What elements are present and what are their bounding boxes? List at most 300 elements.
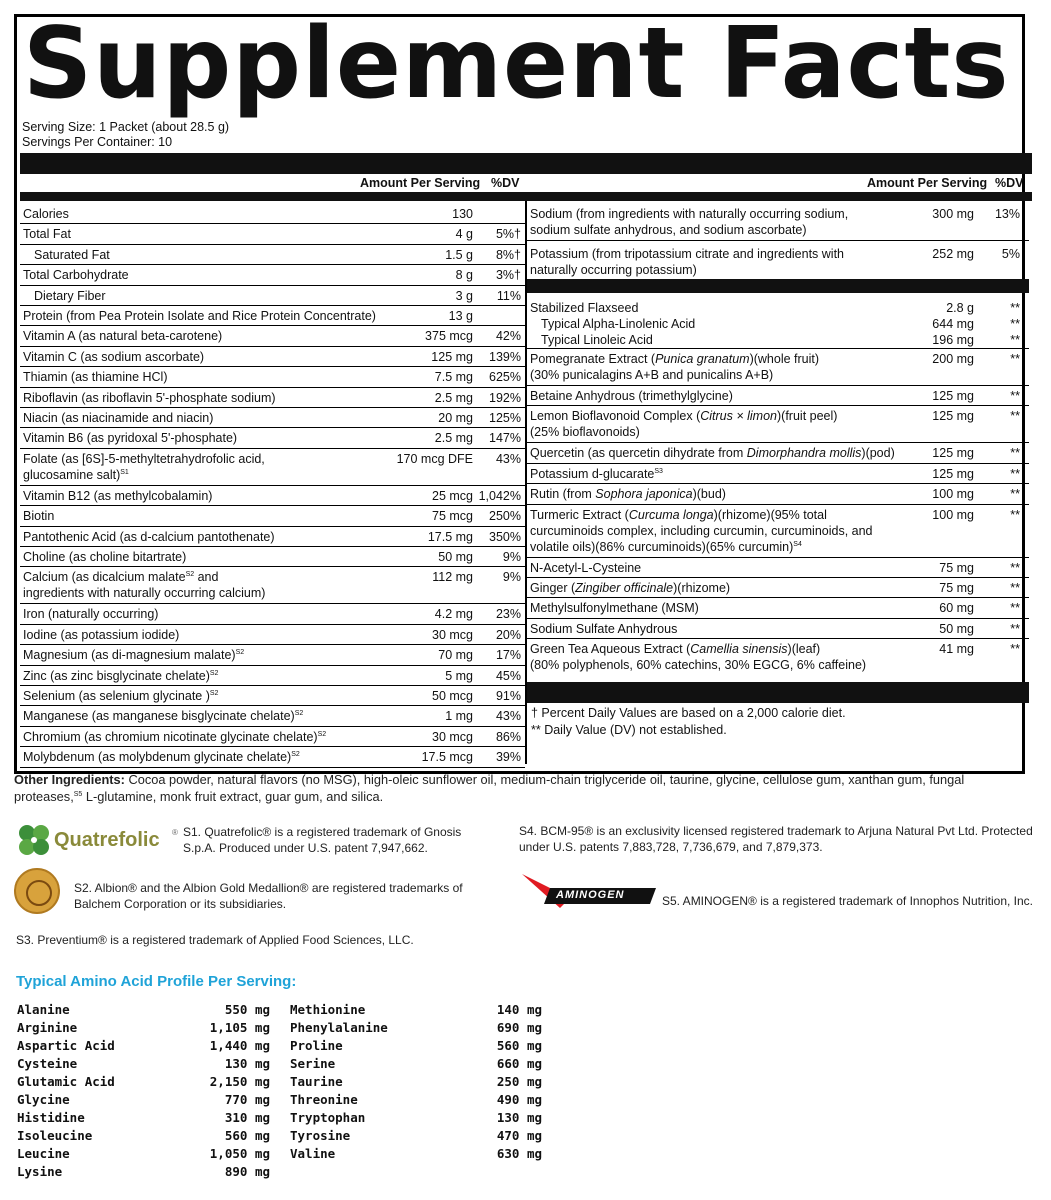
daily-value: 43%	[495, 709, 521, 724]
footnote-ref: S2	[291, 751, 300, 759]
daily-value: 350%	[489, 529, 521, 544]
nutrient-row	[527, 244, 1029, 281]
amino-acid-name: Phenylalanine	[290, 1020, 388, 1035]
nutrient-name	[23, 410, 213, 426]
nutrient-row	[20, 388, 525, 408]
amount-per-serving: 50 mcg	[432, 689, 473, 703]
daily-value: 39%	[495, 750, 521, 765]
amount-per-serving: 50 mg	[438, 550, 473, 564]
amount-per-serving: 196 mg	[932, 333, 974, 347]
amino-acid-name: Glutamic Acid	[17, 1074, 115, 1089]
botanical-name: Camellia sinensis	[690, 642, 788, 657]
footnote-ref: S2	[209, 669, 219, 677]
nutrient-row	[20, 204, 525, 224]
amount-per-serving: 170 mcg DFE	[396, 451, 473, 466]
nutrient-name-text: Saturated Fat	[34, 247, 110, 262]
nutrient-name	[530, 507, 873, 555]
amount-per-serving: 13 g	[448, 309, 473, 323]
nutrient-name	[23, 606, 158, 622]
nutrient-name-line2: ingredients with naturally occurring calcium)	[23, 586, 266, 601]
nutrient-row	[20, 367, 525, 387]
nutrient-row	[20, 347, 525, 367]
amino-acid-amount: 630 mg	[496, 1146, 542, 1161]
nutrient-row	[527, 598, 1029, 618]
nutrient-name-line2: curcuminoids complex, including curcumin, curcuminoids, and	[530, 523, 873, 538]
daily-value: 91%	[495, 689, 521, 703]
amount-per-serving: 60 mg	[939, 601, 974, 616]
nutrient-name-text: Vitamin B12 (as methylcobalamin)	[23, 488, 213, 503]
nutrient-name-text: )(whole fruit)	[749, 352, 820, 366]
amino-acid-amount: 560 mg	[496, 1038, 542, 1053]
nutrient-row	[20, 747, 525, 767]
nutrient-name	[23, 488, 212, 504]
nutrient-row	[527, 484, 1029, 504]
footnote-ref: S1	[120, 468, 129, 476]
nutrient-name-text: Thiamin (as thiamine HCl)	[23, 370, 168, 385]
footnote-ref: S2	[185, 571, 195, 579]
nutrient-row	[20, 547, 525, 567]
nutrient-name-text: Riboflavin (as riboflavin 5'-phosphate sodium)	[23, 390, 276, 405]
amount-per-serving: 5 mg	[445, 668, 473, 683]
albion-medallion-logo	[14, 868, 60, 914]
nutrient-name-line2: glucosamine salt)	[23, 467, 121, 482]
amount-per-serving: 20 mg	[438, 411, 473, 425]
nutrient-row	[20, 265, 525, 285]
amino-acid-amount: 1,105 mg	[209, 1020, 270, 1035]
supplement-facts-panel	[14, 7, 1025, 774]
amount-per-serving: 41 mg	[939, 642, 974, 657]
daily-value: 1,042%	[478, 488, 521, 503]
footnote-ref: S4	[793, 540, 802, 548]
amino-acid-amount: 1,440 mg	[209, 1038, 270, 1053]
nutrient-name-text: Potassium (from tripotassium citrate and ingredients with	[530, 247, 845, 261]
amino-acid-name: Serine	[290, 1056, 336, 1071]
header-thick-rule	[20, 192, 1032, 201]
daily-value: **	[1010, 446, 1020, 461]
amino-acid-name: Proline	[290, 1038, 343, 1053]
nutrient-row	[20, 224, 525, 244]
nutrient-name	[23, 708, 303, 724]
nutrient-name	[23, 668, 218, 684]
nutrient-row	[527, 505, 1029, 558]
amount-per-serving: 125 mg	[932, 446, 974, 461]
nutrient-name-text: and	[194, 570, 219, 585]
nutrient-name	[23, 267, 129, 283]
nutrient-row	[20, 245, 525, 265]
nutrient-name	[23, 508, 54, 524]
header-bar	[20, 153, 1032, 174]
nutrient-name-text: Iodine (as potassium iodide)	[23, 627, 180, 642]
amino-acid-name: Taurine	[290, 1074, 343, 1089]
daily-value: **	[1010, 333, 1020, 347]
nutrient-name-text: Rutin (from	[530, 487, 596, 502]
daily-value: 8%†	[495, 247, 521, 262]
servings-per-container: Servings Per Container: 10	[22, 135, 173, 149]
nutrient-name-text: )(pod)	[861, 446, 895, 461]
amino-acid-name: Isoleucine	[17, 1128, 93, 1143]
nutrient-name	[23, 390, 276, 406]
daily-value: 3%†	[495, 268, 521, 283]
nutrient-row	[527, 578, 1029, 598]
amount-per-serving: 112 mg	[432, 570, 473, 585]
quatrefolic-wordmark: Quatrefolic	[54, 829, 160, 851]
amino-acid-amount: 490 mg	[496, 1092, 542, 1107]
left-dv-header: %DV	[491, 176, 520, 190]
nutrient-name	[530, 621, 677, 637]
daily-value: 9%	[502, 550, 521, 564]
nutrient-row	[20, 625, 525, 645]
daily-value: **	[1010, 507, 1020, 522]
trademark-s3: S3. Preventium® is a registered trademark of Applied Food Sciences, LLC.	[16, 933, 414, 947]
daily-value: **	[1010, 317, 1020, 331]
flaxseed-name: Stabilized Flaxseed	[530, 301, 639, 315]
daily-value: **	[1010, 389, 1020, 403]
nutrient-row	[527, 464, 1029, 484]
daily-value: 5%†	[495, 227, 521, 242]
nutrient-name	[23, 308, 376, 324]
nutrient-name	[23, 647, 244, 663]
botanical-name: Dimorphandra mollis	[746, 446, 862, 461]
amino-acid-name: Valine	[290, 1146, 336, 1161]
nutrient-name-text: Choline (as choline bitartrate)	[23, 550, 187, 564]
nutrient-name-text: Calcium (as dicalcium malate	[23, 570, 186, 585]
daily-value: 20%	[495, 627, 521, 642]
daily-value: **	[1010, 642, 1020, 657]
nutrient-name-text: Green Tea Aqueous Extract (	[530, 642, 691, 657]
right-amount-header: Amount Per Serving	[867, 176, 988, 190]
botanical-name: Citrus × limon	[700, 409, 777, 424]
footnote-ref: S2	[294, 710, 304, 718]
nutrient-name	[23, 328, 222, 344]
amino-acid-name: Leucine	[17, 1146, 70, 1161]
nutrient-name	[23, 369, 167, 385]
nutrient-row	[527, 406, 1029, 443]
daily-value: **	[1010, 560, 1020, 575]
amino-acid-name: Aspartic Acid	[17, 1038, 115, 1053]
nutrient-name	[23, 627, 179, 643]
daily-value: 9%	[502, 570, 521, 585]
botanical-name: Punica granatum	[655, 352, 750, 366]
nutrient-name-text: Total Fat	[23, 227, 71, 242]
amount-per-serving: 8 g	[455, 268, 473, 283]
nutrient-name	[23, 349, 204, 365]
nutrient-row	[20, 306, 525, 326]
daily-value: 23%	[495, 607, 521, 622]
nutrient-name	[530, 206, 848, 238]
amino-acid-name: Alanine	[17, 1002, 70, 1017]
amino-acid-name: Tyrosine	[290, 1128, 351, 1143]
daily-value: 625%	[489, 370, 521, 385]
nutrient-name-text: Dietary Fiber	[34, 288, 106, 303]
amino-acid-amount: 660 mg	[496, 1056, 542, 1071]
other-ingredients-text-2: L-glutamine, monk fruit extract, guar gum, and silica.	[82, 789, 384, 804]
nutrient-name-text: Lemon Bioflavonoid Complex (	[530, 409, 701, 424]
nutrient-name-text: Calories	[23, 207, 69, 221]
amino-acid-amount: 550 mg	[224, 1002, 270, 1017]
amount-per-serving: 2.8 g	[946, 301, 974, 315]
amino-acid-amount: 2,150 mg	[209, 1074, 270, 1089]
botanical-name: Sophora japonica	[595, 487, 693, 502]
nutrient-name-text: Total Carbohydrate	[23, 268, 129, 283]
left-amount-header: Amount Per Serving	[360, 176, 481, 190]
trademark-s2: S2. Albion® and the Albion Gold Medallion® are registered trademarks of Balchem Corporation or its subsidiaries.	[74, 881, 463, 911]
daily-value: **	[1010, 601, 1020, 616]
nutrient-name	[23, 729, 326, 745]
flaxseed-row	[527, 295, 1029, 349]
nutrient-name-text: Sodium (from ingredients with naturally occurring sodium,	[530, 207, 849, 221]
nutrient-name-text: Betaine Anhydrous (trimethylglycine)	[530, 389, 733, 403]
amount-per-serving: 125 mg	[431, 349, 473, 364]
nutrient-row	[20, 449, 525, 486]
amount-per-serving: 644 mg	[932, 317, 974, 331]
aminogen-logo	[520, 868, 660, 912]
flaxseed-sub-name: Typical Alpha-Linolenic Acid	[541, 317, 696, 331]
right-section-bar	[527, 279, 1029, 293]
serving-size: Serving Size: 1 Packet (about 28.5 g)	[22, 120, 230, 134]
amount-per-serving: 70 mg	[438, 648, 473, 663]
daily-value: 250%	[489, 509, 521, 524]
nutrient-name	[530, 408, 837, 440]
nutrient-name-text: Vitamin B6 (as pyridoxal 5'-phosphate)	[23, 431, 238, 446]
amino-acid-amount: 470 mg	[496, 1128, 542, 1143]
nutrient-name	[23, 226, 71, 242]
right-dv-header: %DV	[995, 176, 1024, 190]
daily-value: 147%	[489, 431, 521, 446]
nutrient-name-line2: (30% punicalagins A+B and punicalins A+B)	[530, 368, 774, 382]
nutrient-name	[530, 466, 663, 482]
nutrient-name-text: )(bud)	[692, 487, 726, 502]
daily-value: 45%	[495, 668, 521, 683]
aminogen-wordmark: AMINOGEN	[556, 889, 625, 901]
footnote-ref: S2	[317, 730, 327, 738]
nutrient-name-text: )(fruit peel)	[777, 409, 838, 424]
amount-per-serving: 2.5 mg	[434, 431, 473, 446]
amount-per-serving: 30 mcg	[432, 627, 473, 642]
nutrient-name	[34, 247, 110, 263]
nutrient-row	[20, 527, 525, 547]
clover-icon	[14, 820, 54, 860]
daily-value: **	[1010, 352, 1020, 366]
nutrient-name-text: Niacin (as niacinamide and niacin)	[23, 411, 214, 425]
amino-profile-title: Typical Amino Acid Profile Per Serving:	[16, 973, 297, 990]
nutrient-row	[20, 506, 525, 526]
nutrient-name-line2: naturally occurring potassium)	[530, 263, 697, 277]
nutrient-row	[20, 326, 525, 346]
trademark-s5: S5. AMINOGEN® is a registered trademark of Innophos Nutrition, Inc.	[662, 894, 1033, 908]
amount-per-serving: 100 mg	[932, 487, 974, 502]
amino-acid-amount: 770 mg	[224, 1092, 270, 1107]
amount-per-serving: 4 g	[455, 227, 473, 242]
amino-acid-name: Arginine	[17, 1020, 78, 1035]
amino-acid-amount: 690 mg	[496, 1020, 542, 1035]
nutrient-name-text: Biotin	[23, 509, 55, 524]
nutrient-name	[530, 388, 733, 404]
daily-value: 42%	[495, 329, 521, 344]
medallion-icon	[26, 880, 52, 906]
nutrient-row	[20, 486, 525, 506]
amount-per-serving: 375 mcg	[425, 329, 473, 344]
amount-per-serving: 100 mg	[932, 507, 974, 522]
nutrient-row	[20, 408, 525, 428]
nutrient-row	[20, 428, 525, 448]
other-ingredients-text: Cocoa powder, natural flavors (no MSG), high-oleic sunflower oil, medium-chain triglyceride oil, taurine, glycine, cellulose gum, xanthan gum, fungal proteases,	[14, 772, 965, 804]
amino-acid-amount: 890 mg	[224, 1164, 270, 1179]
nutrient-name-text: Folate (as [6S]-5-methyltetrahydrofolic acid,	[23, 451, 265, 466]
nutrient-name	[530, 600, 699, 616]
amount-per-serving: 3 g	[455, 288, 473, 303]
nutrient-name	[530, 351, 819, 383]
footnote-ref: S3	[654, 467, 663, 475]
nutrient-row	[527, 558, 1029, 578]
nutrient-name-text: Pomegranate Extract (	[530, 352, 656, 366]
amount-per-serving: 125 mg	[932, 466, 974, 481]
nutrient-name	[530, 445, 895, 461]
amount-per-serving: 50 mg	[939, 621, 974, 636]
nutrient-row	[527, 349, 1029, 386]
amount-per-serving: 300 mg	[932, 207, 974, 221]
quatrefolic-logo: Quatrefolic ®	[14, 820, 54, 865]
flaxseed-sub-name: Typical Linoleic Acid	[541, 333, 653, 347]
amount-per-serving: 75 mg	[939, 581, 974, 595]
trademark-s1: S1. Quatrefolic® is a registered trademark of Gnosis S.p.A. Produced under U.S. patent 7,947,662.	[183, 825, 462, 855]
nutrient-name-text: Ginger (	[530, 581, 576, 595]
nutrient-name-text: Quercetin (as quercetin dihydrate from	[530, 446, 747, 461]
daily-value: 192%	[489, 390, 521, 405]
nutrient-row	[20, 666, 525, 686]
amount-per-serving: 75 mg	[939, 560, 974, 575]
nutrient-name	[23, 549, 186, 565]
nutrient-name	[34, 288, 106, 304]
nutrient-name	[530, 580, 730, 596]
amino-acid-amount: 130 mg	[496, 1110, 542, 1125]
footnote-not-established: ** Daily Value (DV) not established.	[531, 723, 727, 737]
nutrient-row	[20, 604, 525, 624]
daily-value: **	[1010, 466, 1020, 481]
nutrient-name-text: Vitamin A (as natural beta-carotene)	[23, 329, 223, 344]
nutrient-name	[23, 451, 265, 483]
amount-per-serving: 125 mg	[932, 409, 974, 424]
amino-acid-amount: 310 mg	[224, 1110, 270, 1125]
amount-per-serving: 1 mg	[445, 709, 473, 724]
nutrient-name-text: Selenium (as selenium glycinate )	[23, 689, 210, 703]
nutrient-name-text: Sodium Sulfate Anhydrous	[530, 621, 678, 636]
nutrient-name	[530, 560, 641, 576]
footnote-bar	[527, 682, 1029, 703]
nutrient-row	[527, 619, 1029, 639]
amino-acid-amount: 250 mg	[496, 1074, 542, 1089]
daily-value: 125%	[489, 411, 521, 425]
nutrient-name-text: Potassium d-glucarate	[530, 466, 655, 481]
nutrient-name-text: )(rhizome)	[673, 581, 731, 595]
amount-per-serving: 130	[452, 207, 473, 221]
nutrient-name	[530, 641, 866, 673]
nutrient-row	[20, 645, 525, 665]
panel-title: Supplement Facts	[23, 7, 1010, 121]
nutrient-name	[530, 486, 726, 502]
nutrient-name-text: Turmeric Extract (	[530, 507, 629, 522]
amount-per-serving: 30 mcg	[432, 729, 473, 744]
amino-acid-amount: 1,050 mg	[209, 1146, 270, 1161]
nutrient-name-line2: (80% polyphenols, 60% catechins, 30% EGCG, 6% caffeine)	[530, 658, 867, 673]
nutrient-row	[527, 639, 1029, 676]
botanical-name: Zingiber officinale	[575, 581, 674, 595]
nutrient-name-text: N-Acetyl-L-Cysteine	[530, 560, 642, 575]
nutrient-name-text: )(rhizome)(95% total	[713, 507, 827, 522]
amino-acid-name: Histidine	[17, 1110, 85, 1125]
daily-value: **	[1010, 581, 1020, 595]
nutrient-row	[20, 727, 525, 747]
nutrient-row	[20, 567, 525, 604]
nutrient-row	[20, 706, 525, 726]
amino-acid-name: Threonine	[290, 1092, 358, 1107]
daily-value: 43%	[495, 451, 521, 466]
amount-per-serving: 1.5 g	[445, 247, 473, 262]
nutrient-row	[527, 204, 1029, 241]
nutrient-name-text: Zinc (as zinc bisglycinate chelate)	[23, 668, 210, 683]
daily-value: 17%	[495, 648, 521, 663]
amount-per-serving: 75 mcg	[432, 509, 473, 524]
trademark-s4: S4. BCM-95® is an exclusivity licensed registered trademark to Arjuna Natural Pvt Ltd. Protected under U.S. patents 7,883,728, 7,736,679, and 7,879,373.	[519, 824, 1033, 854]
nutrient-name-text: Vitamin C (as sodium ascorbate)	[23, 349, 205, 364]
daily-value: 13%	[994, 207, 1020, 221]
nutrient-name-line2: sodium sulfate anhydrous, and sodium ascorbate)	[530, 223, 807, 237]
daily-value: **	[1010, 301, 1020, 315]
amount-per-serving: 4.2 mg	[434, 607, 473, 622]
nutrient-name	[23, 430, 237, 446]
daily-value: **	[1010, 621, 1020, 636]
nutrient-name-line2: (25% bioflavonoids)	[530, 425, 640, 440]
amount-per-serving: 25 mcg	[432, 488, 473, 503]
nutrient-name-line3: volatile oils)(86% curcuminoids)(65% curcumin)	[530, 539, 794, 554]
amino-acid-name: Tryptophan	[290, 1110, 366, 1125]
nutrient-name-text: )(leaf)	[787, 642, 821, 657]
nutrient-name-text: Molybdenum (as molybdenum glycinate chelate)	[23, 750, 292, 765]
amount-per-serving: 17.5 mcg	[421, 750, 473, 765]
daily-value: 86%	[495, 729, 521, 744]
nutrient-name-text: Magnesium (as di-magnesium malate)	[23, 648, 236, 663]
footnote-ref: S2	[209, 690, 219, 697]
amount-per-serving: 125 mg	[932, 389, 974, 403]
amount-per-serving: 2.5 mg	[434, 390, 473, 405]
nutrient-row	[527, 443, 1029, 463]
nutrient-name	[530, 246, 844, 278]
nutrient-name-text: Pantothenic Acid (as d-calcium pantothenate)	[23, 529, 275, 544]
other-ingredients-label: Other Ingredients:	[14, 772, 125, 787]
nutrient-row	[20, 286, 525, 306]
nutrient-name-text: Manganese (as manganese bisglycinate chelate)	[23, 709, 295, 724]
botanical-name: Curcuma longa	[628, 507, 714, 522]
daily-value: 5%	[1001, 247, 1020, 261]
nutrient-name	[23, 688, 218, 704]
daily-value: **	[1010, 487, 1020, 502]
amino-acid-amount: 130 mg	[224, 1056, 270, 1071]
daily-value: 11%	[496, 288, 521, 303]
daily-value: **	[1010, 409, 1020, 424]
nutrient-row	[20, 686, 525, 706]
amino-acid-amount: 140 mg	[496, 1002, 542, 1017]
nutrient-name-text: Iron (naturally occurring)	[23, 607, 159, 622]
amino-acid-name: Glycine	[17, 1092, 70, 1107]
amino-acid-amount: 560 mg	[224, 1128, 270, 1143]
amount-per-serving: 7.5 mg	[434, 370, 473, 385]
daily-value: 139%	[489, 349, 521, 364]
nutrient-name	[23, 749, 300, 765]
nutrient-name	[23, 569, 265, 601]
nutrient-name-text: Methylsulfonylmethane (MSM)	[530, 601, 699, 616]
nutrient-name-text: Chromium (as chromium nicotinate glycinate chelate)	[23, 729, 318, 744]
nutrient-name-text: Protein (from Pea Protein Isolate and Rice Protein Concentrate)	[23, 309, 376, 323]
nutrient-name	[23, 206, 69, 222]
